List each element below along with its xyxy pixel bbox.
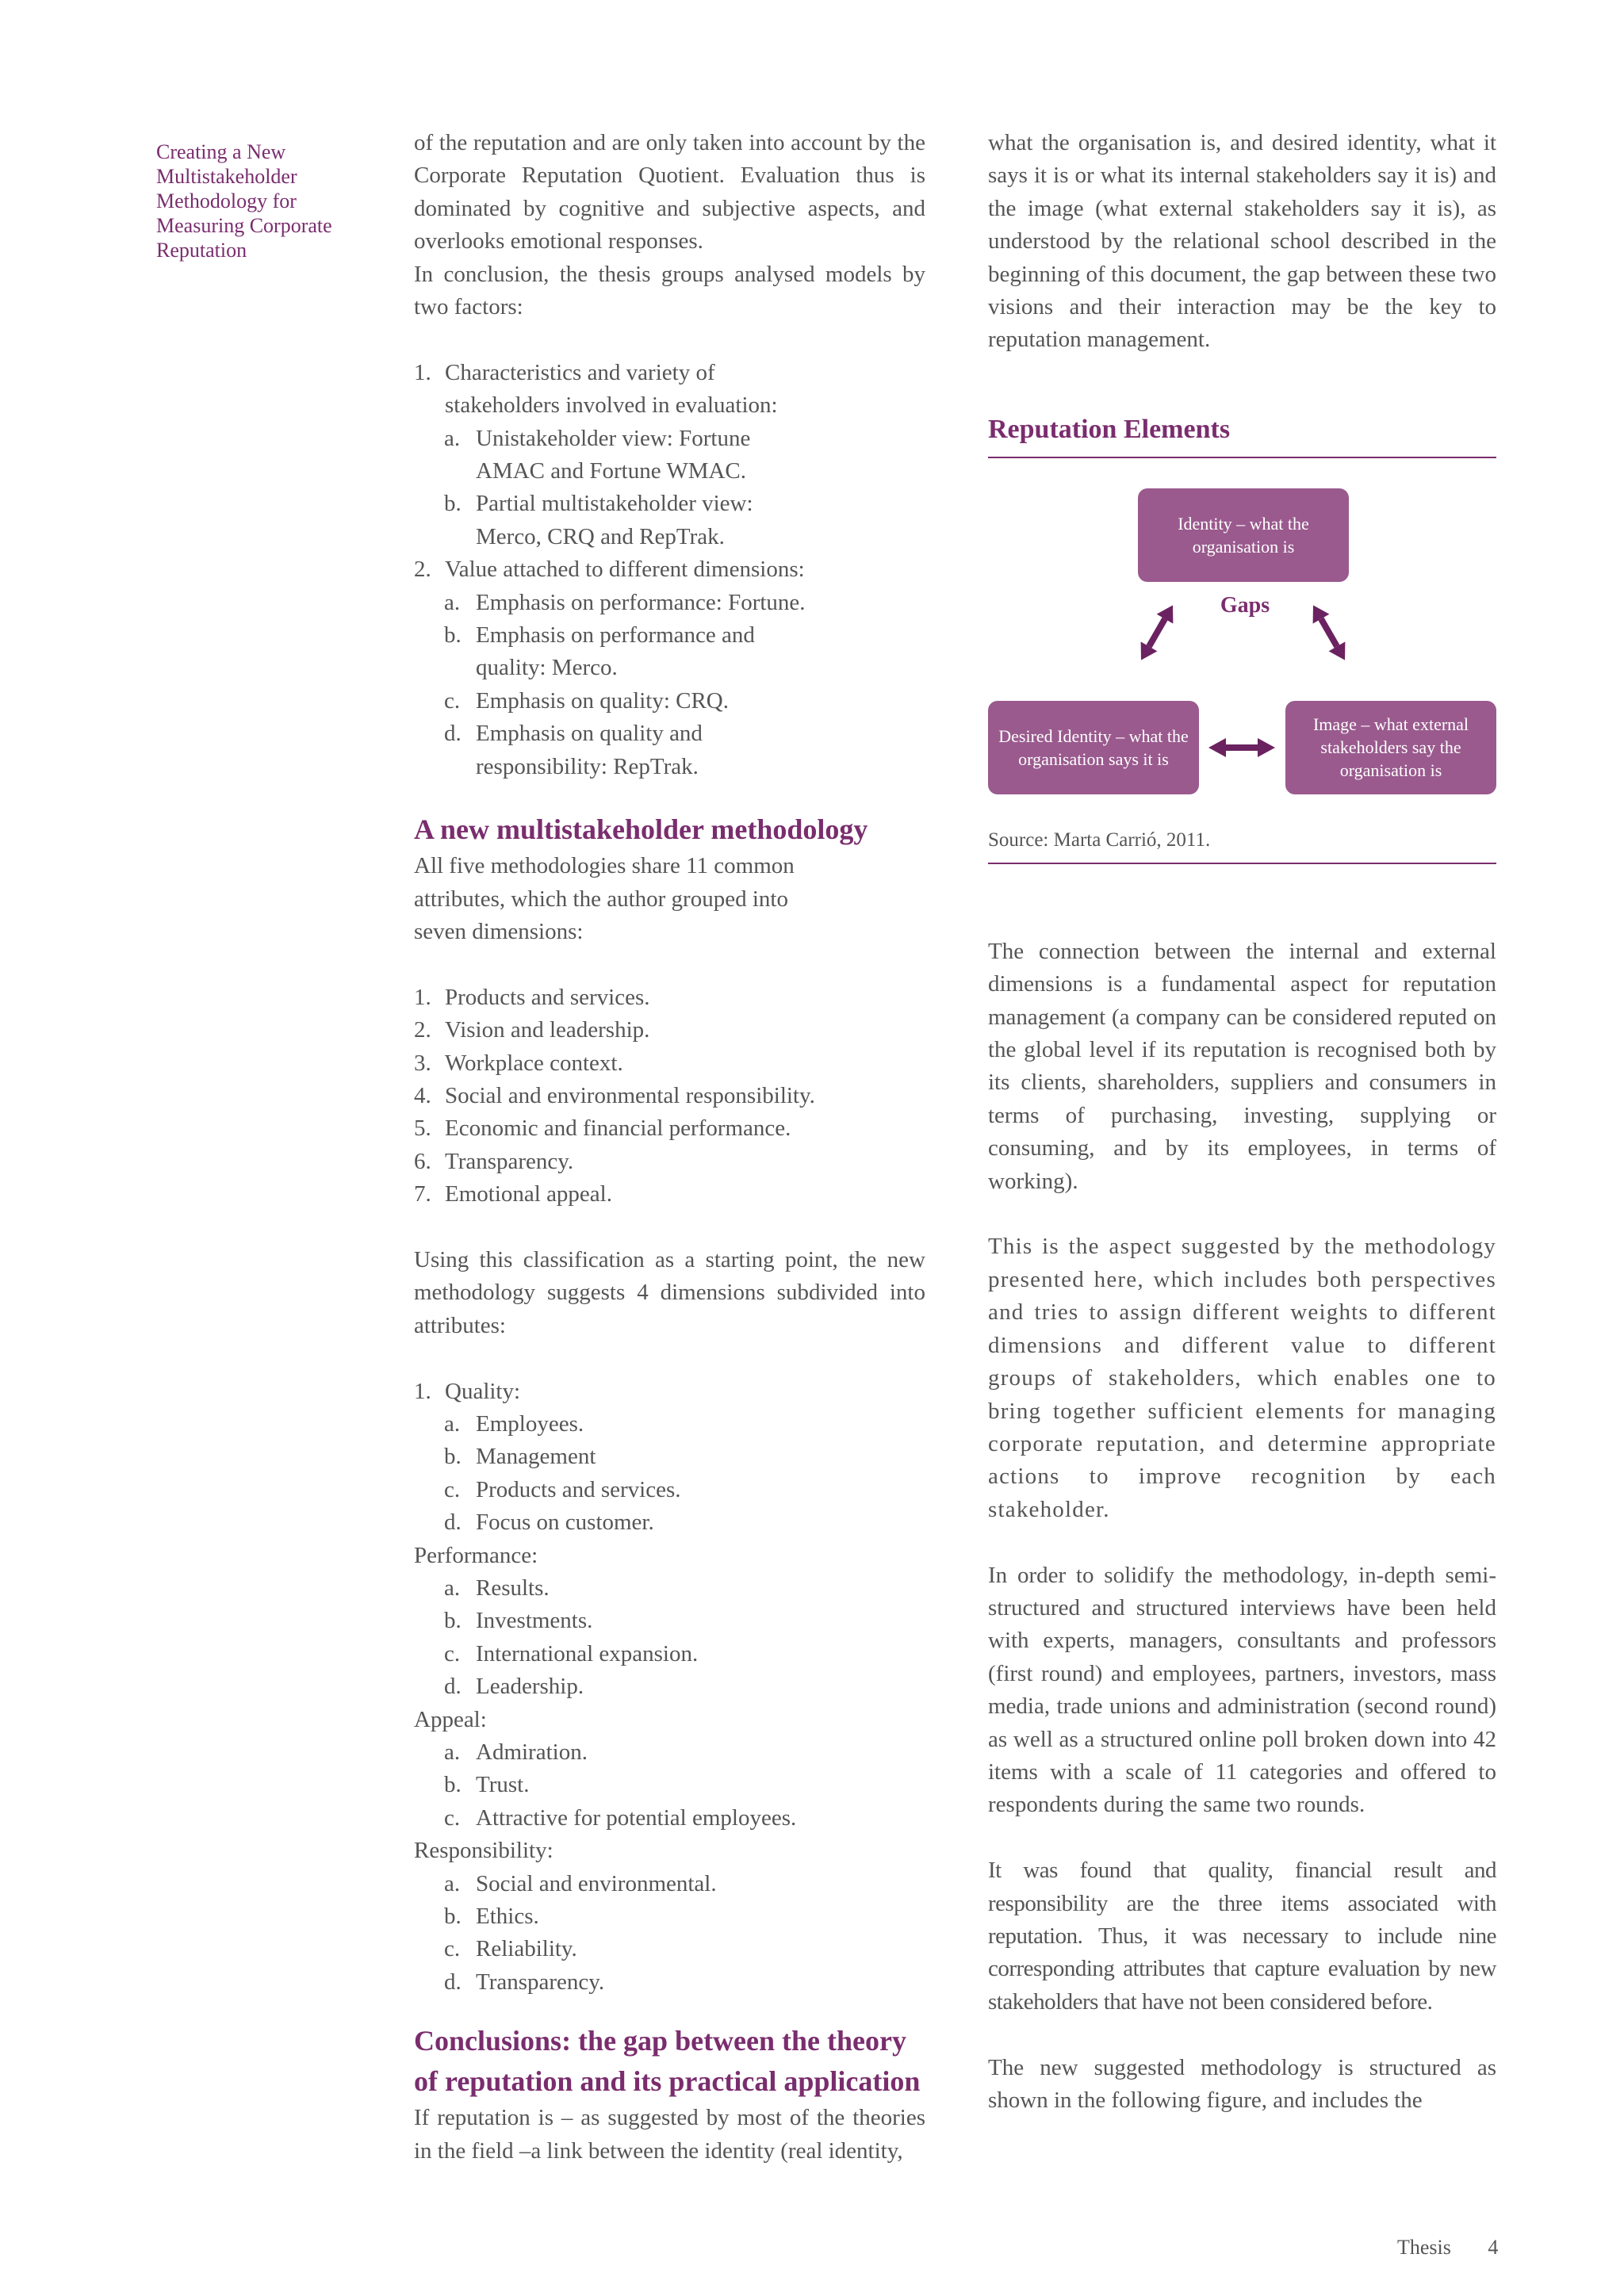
- list-item: a. Emphasis on performance: Fortune.: [444, 589, 806, 615]
- list-item: Responsibility:: [414, 1838, 553, 1864]
- list-item: a. Unistakeholder view: Fortune AMAC and Fortune WMAC.: [444, 425, 751, 484]
- page-footer: [1397, 2236, 1530, 2260]
- figure-source: Source: Marta Carrió, 2011.: [988, 829, 1496, 864]
- image-box: Image – what external stakeholders say the organisation is: [1285, 701, 1496, 794]
- list-item: 1. Quality:: [414, 1378, 521, 1404]
- desired-identity-box: Desired Identity – what the organisation says it is: [988, 701, 1199, 794]
- left-column: [414, 127, 925, 2168]
- share-paragraph: All five methodologies share 11 common attributes, which the author grouped into seven dimensions:: [414, 853, 795, 944]
- double-arrow-icon: [1208, 738, 1275, 757]
- top-paragraph: what the organisation is, and desired identity, what it says it is or what its internal stakeholders say it is) and the image (what external stakeholders say it is), as understood by the relational school described in the beginning of this document, the gap between these two visions and their interaction may be the key to reputation management.: [988, 130, 1496, 353]
- body-paragraph: It was found that quality, financial result and responsibility are the three items associated with reputation. Thus, it was necessary to include nine corresponding attributes that capture evaluation by new stakeholders that have not been considered before.: [988, 1858, 1496, 2015]
- double-arrow-icon: [1305, 600, 1354, 664]
- list-item: b. Trust.: [444, 1772, 530, 1798]
- double-arrow-icon: [1133, 600, 1182, 664]
- list-item: a. Social and environmental.: [444, 1870, 717, 1896]
- list-item: 2. Value attached to different dimensions:: [414, 557, 805, 583]
- list-item: c. Emphasis on quality: CRQ.: [444, 687, 729, 714]
- list-item: 1. Products and services.: [414, 984, 650, 1010]
- body-paragraph: The new suggested methodology is structured as shown in the following figure, and includes the: [988, 2054, 1496, 2113]
- dimensions-list: [414, 982, 925, 1211]
- new-dimensions-list: [414, 1376, 925, 1999]
- running-header-line: Creating a New: [156, 140, 286, 163]
- factors-list: [414, 357, 925, 783]
- body-paragraph: This is the aspect suggested by the methodology presented here, which includes both perspectives and tries to assign different weights to different dimensions and different value to different groups of stakeholders, which enables one to bring together sufficient elements for managing corporate reputation, and determine appropriate actions to improve recognition by each stakeholder.: [988, 1234, 1496, 1522]
- body-paragraph: The connection between the internal and external dimensions is a fundamental aspect for reputation management (a company can be considered reputed on the global level if its reputation is recognised both by its clients, shareholders, suppliers and consumers in terms of purchasing, investing, supplying or consuming, and by its employees, in terms of working).: [988, 938, 1496, 1194]
- intro-paragraph: of the reputation and are only taken into account by the Corporate Reputation Quotient. Evaluation thus is dominated by cognitive and subjective aspects, and overlooks emotional responses.: [414, 130, 925, 254]
- using-paragraph: Using this classification as a starting point, the new methodology suggests 4 dimensions subdivided into attributes:: [414, 1246, 925, 1338]
- list-item: Appeal:: [414, 1706, 487, 1732]
- section-heading: Conclusions: the gap between the theory of reputation and its practical application: [414, 2025, 921, 2098]
- figure-title: Reputation Elements: [988, 412, 1496, 458]
- list-item: 4. Social and environmental responsibility.: [414, 1082, 815, 1108]
- list-item: d. Focus on customer.: [444, 1510, 654, 1536]
- list-item: Performance:: [414, 1542, 538, 1568]
- running-header-line: Measuring Corporate: [156, 214, 332, 237]
- list-item: 1. Characteristics and variety of stakeholders involved in evaluation:: [414, 359, 778, 419]
- conclusion-paragraph: In conclusion, the thesis groups analysed models by two factors:: [414, 261, 925, 320]
- list-item: 5. Economic and financial performance.: [414, 1115, 791, 1142]
- list-item: d. Emphasis on quality and responsibility: RepTrak.: [444, 721, 703, 779]
- list-item: 6. Transparency.: [414, 1148, 574, 1174]
- running-header-line: Methodology for: [156, 189, 297, 212]
- gaps-label: Gaps: [1220, 592, 1270, 618]
- list-item: c. Reliability.: [444, 1936, 577, 1962]
- identity-box: Identity – what the organisation is: [1138, 488, 1349, 582]
- list-item: b. Ethics.: [444, 1904, 539, 1930]
- right-column: [988, 127, 1496, 2117]
- list-item: b. Management: [444, 1444, 596, 1470]
- list-item: a. Results.: [444, 1575, 550, 1601]
- list-item: d. Leadership.: [444, 1674, 584, 1700]
- list-item: 3. Workplace context.: [414, 1050, 623, 1076]
- list-item: c. Products and services.: [444, 1476, 681, 1502]
- footer-label: Thesis: [1397, 2236, 1451, 2259]
- list-item: 2. Vision and leadership.: [414, 1017, 650, 1043]
- body-paragraph: In order to solidify the methodology, in-depth semi-structured and structured interviews have been held with experts, managers, consultants and professors (first round) and employees, partners, investors, mass media, trade unions and administration (second round) as well as a structured online poll broken down into 42 items with a scale of 11 categories and offered to respondents during the same two rounds.: [988, 1562, 1496, 1818]
- list-item: b. Investments.: [444, 1608, 593, 1634]
- reputation-elements-diagram: [988, 458, 1496, 825]
- final-paragraph: If reputation is – as suggested by most of the theories in the field –a link between the identity (real identity,: [414, 2105, 925, 2164]
- section-heading: A new multistakeholder methodology: [414, 813, 868, 846]
- running-header-line: Reputation: [156, 239, 247, 262]
- list-item: b. Partial multistakeholder view: Merco, CRQ and RepTrak.: [444, 491, 753, 549]
- list-item: c. International expansion.: [444, 1640, 699, 1667]
- page-number: 4: [1488, 2236, 1499, 2259]
- list-item: a. Employees.: [444, 1410, 584, 1437]
- list-item: a. Admiration.: [444, 1739, 588, 1766]
- running-header-line: Multistakeholder: [156, 165, 297, 188]
- list-item: b. Emphasis on performance and quality: Merco.: [444, 622, 755, 681]
- running-header: [156, 140, 362, 262]
- list-item: 7. Emotional appeal.: [414, 1181, 612, 1207]
- list-item: c. Attractive for potential employees.: [444, 1804, 797, 1831]
- list-item: d. Transparency.: [444, 1969, 605, 1995]
